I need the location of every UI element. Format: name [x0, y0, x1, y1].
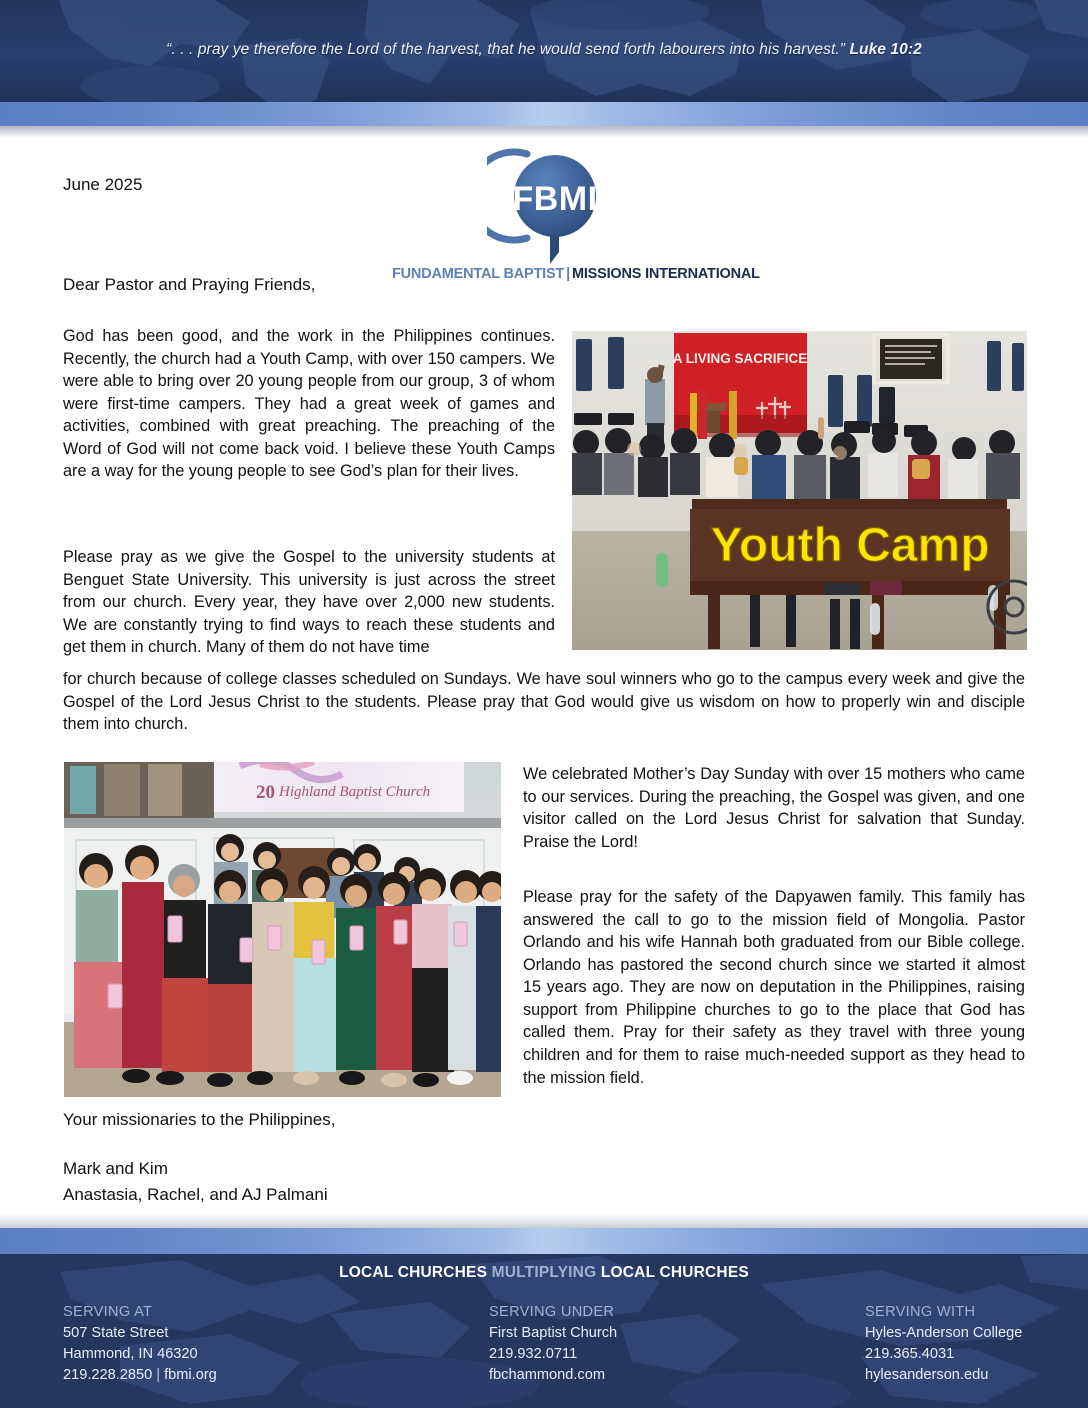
serving-with-phone[interactable]: 219.365.4031: [865, 1346, 955, 1363]
logo-tagline-separator: |: [566, 266, 570, 282]
fbmi-globe-icon: [487, 148, 615, 266]
footer-accent-band: [0, 1228, 1088, 1254]
logo-tagline-part2: MISSIONS INTERNATIONAL: [571, 266, 760, 282]
letter-paragraph-4: Please pray for the safety of the Dapyawen family. This family has answered the call to go to the mission field of Mongolia. Pastor Orlando and his wife Hannah both graduated from our Bible college. Orlando has pastored the second church since we started it almost 15 years ago. They are now on deputation in the Philippines, raising support from Philippine churches to go to the place that God has called them. Pray for their safety as they travel with three young children and for them to raise much-needed support as they head to the mission field.: [523, 888, 1025, 1087]
footer-tagline-part3: LOCAL CHURCHES: [600, 1264, 749, 1281]
footer-drop-shadow: [0, 1214, 1088, 1228]
serving-at-website[interactable]: fbmi.org: [164, 1367, 217, 1384]
letter-closing: Your missionaries to the Philippines,: [63, 1110, 336, 1129]
svg-text:Youth Camp: Youth Camp: [710, 519, 990, 572]
letter-paragraph-1: God has been good, and the work in the Philippines continues. Recently, the church had a Youth Camp, with over 150 campers. We were able to bring over 20 young people from our group, 3 of whom were first-time campers. They had a great week of games and activities, combined with great preaching. The preaching of the Word of God will not come back void. I believe these Youth Camps are a way for the young people to see God’s plan for their lives.: [63, 327, 555, 481]
svg-text:A LIVING SACRIFICE: A LIVING SACRIFICE: [672, 351, 808, 366]
letter-date: June 2025: [63, 175, 143, 194]
header-accent-band: [0, 102, 1088, 126]
serving-at-address-line2: Hammond, IN 46320: [63, 1346, 198, 1363]
serving-at-address-line1: 507 State Street: [63, 1325, 169, 1342]
fbmi-logo: [392, 148, 760, 293]
serving-under-label: SERVING UNDER: [489, 1304, 615, 1320]
letter-paragraph-2: Please pray as we give the Gospel to the university students at Benguet State University. This university is just across the street from our church. Every year, they have over 2,000 new students. We are constantly trying to find ways to reach these students and get them in church. Many of them do not have time: [63, 548, 555, 657]
letter-paragraph-2-continued: for church because of college classes scheduled on Sundays. We have soul winners who go to the campus every week and give the Gospel of the Lord Jesus Christ to the students. Please pray that God would give us wisdom on how to properly win and disciple them into church.: [63, 670, 1025, 734]
scripture-text: “. . . pray ye therefore the Lord of the harvest, that he would send forth labourers into his harvest.”: [166, 41, 846, 58]
youth-camp-photo-graphic: [572, 331, 1027, 650]
serving-at-separator: |: [156, 1367, 161, 1384]
letter-salutation: Dear Pastor and Praying Friends,: [63, 275, 316, 294]
logo-tagline-part1: FUNDAMENTAL BAPTIST: [392, 266, 565, 282]
serving-at-contact: [63, 1365, 217, 1386]
footer-column-serving-under: [489, 1302, 617, 1387]
youth-camp-photo: [572, 331, 1027, 650]
svg-text:FBMI: FBMI: [512, 180, 598, 218]
footer-column-serving-with: [865, 1302, 1022, 1387]
footer-tagline-part2: MULTIPLYING: [491, 1264, 597, 1281]
serving-at-phone[interactable]: 219.228.2850: [63, 1367, 153, 1384]
serving-at-label: SERVING AT: [63, 1304, 153, 1320]
footer-tagline-part1: LOCAL CHURCHES: [339, 1264, 488, 1281]
fbmi-logo-tagline: [392, 266, 760, 282]
serving-with-organization: Hyles-Anderson College: [865, 1325, 1023, 1342]
mothers-day-photo-graphic: [64, 762, 501, 1097]
serving-with-label: SERVING WITH: [865, 1304, 976, 1320]
footer-tagline: [0, 1264, 1088, 1282]
header-drop-shadow: [0, 126, 1088, 138]
serving-under-organization: First Baptist Church: [489, 1325, 618, 1342]
svg-text:Highland Baptist Church: Highland Baptist Church: [279, 784, 431, 800]
letter-signature: [63, 1156, 328, 1207]
page-header: [0, 0, 1088, 102]
mothers-day-photo: [64, 762, 501, 1097]
header-scripture-quote: [0, 41, 1088, 59]
letter-paragraph-3: We celebrated Mother’s Day Sunday with over 15 mothers who came to our services. During the preaching, the Gospel was given, and one visitor called on the Lord Jesus Christ for salvation that Sunday. Praise the Lord!: [523, 765, 1025, 851]
svg-text:20: 20: [256, 782, 275, 803]
serving-under-website[interactable]: fbchammond.com: [489, 1367, 605, 1384]
serving-under-phone[interactable]: 219.932.0711: [489, 1346, 578, 1363]
serving-with-website[interactable]: hylesanderson.edu: [865, 1367, 989, 1384]
footer-column-serving-at: [63, 1302, 217, 1387]
page-footer: [0, 1254, 1088, 1408]
signature-line-1: Mark and Kim: [63, 1159, 168, 1178]
signature-line-2: Anastasia, Rachel, and AJ Palmani: [63, 1184, 328, 1204]
scripture-reference: Luke 10:2: [849, 41, 922, 58]
